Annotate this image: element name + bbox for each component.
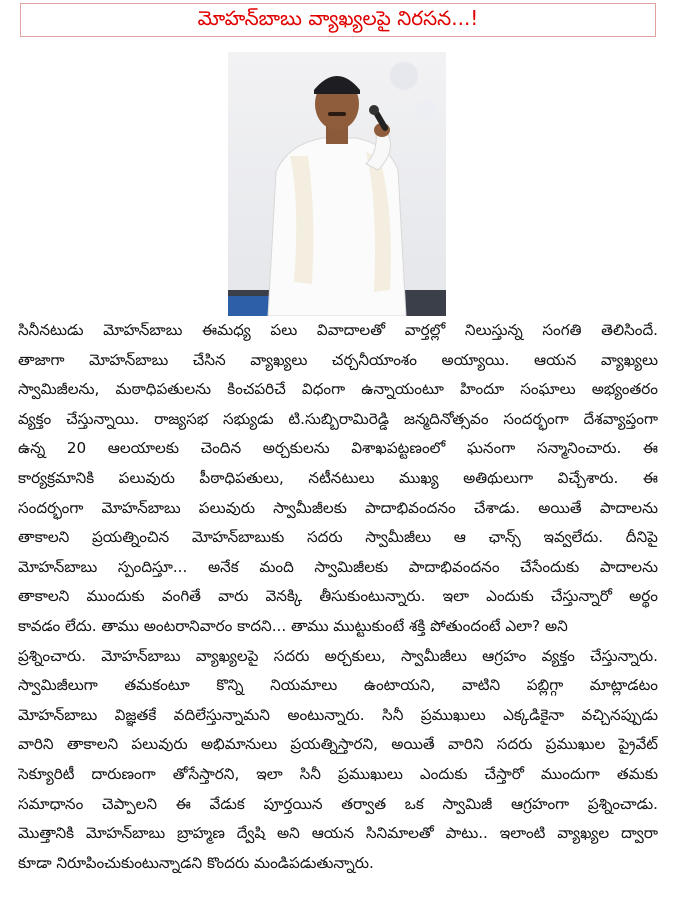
article-body-line: తాజాగా మోహన్‌బాబు చేసిన వ్యాఖ్యలు చర్చనీయాంశం అయ్యాయి. ఆయన వ్యాఖ్యలు: [18, 350, 658, 369]
article-body-line: సమాధానం చెప్పాలని ఈ వేడుక పూర్తయిన తర్వాత ఒక స్వామిజీ ఆగ్రహంగా ప్రశ్నించాడు.: [18, 794, 658, 813]
headline-box: [20, 3, 656, 37]
article-body-line: ఉన్న 20 ఆలయాలకు చెందిన అర్చకులను విశాఖపట్టణంలో ఘనంగా సన్మానించారు. ఈ: [18, 439, 658, 458]
article-body-line: మోహన్‌బాబు స్పందిస్తూ... అనేక మంది స్వామిజీలకు పాదాభివందనం చేసేందుకు పాదాలను: [18, 557, 658, 576]
article-body-line: సందర్భంగా మోహన్‌బాబు పలువురు స్వామీజీలకు పాదాభివందనం చేశాడు. అయితే పాదాలను: [18, 498, 658, 517]
article-body-line: వ్యక్తం చేస్తున్నాయి. రాజ్యసభ సభ్యుడు టి.సుబ్బిరామిరెడ్డి జన్మదినోత్సవం సందర్భంగా దేశవ్యాప్తంగా: [18, 409, 658, 428]
article-body-line: ప్రశ్నించారు. మోహన్‌బాబు వ్యాఖ్యలపై సదరు అర్చకులు, స్వామీజీలు ఆగ్రహం వ్యక్తం చేస్తున్నారు.: [18, 646, 658, 665]
article-body-line: సినీనటుడు మోహన్‌బాబు ఈమధ్య పలు వివాదాలతో వార్తల్లో నిలుస్తున్న సంగతి తెలిసిందే.: [18, 321, 658, 339]
article-body-line: మొత్తానికి మోహన్‌బాబు బ్రాహ్మణ ద్వేషి అని ఆయన సినిమాలతో పాటు.. ఇలాంటి వ్యాఖ్యల ద్వారా: [18, 824, 658, 843]
article-body-line: మోహన్‌బాబు విజ్ఞతకే వదిలేస్తున్నామని అంటున్నారు. సినీ ప్రముఖులు ఎక్కడికైనా వచ్చినప్పుడు: [18, 705, 658, 724]
article-body-line: కూడా నిరూపించుకుంటున్నాడని కొందరు మండిపడుతున్నారు.: [18, 853, 374, 872]
article-headline: మోహన్‌బాబు వ్యాఖ్యలపై నిరసన...!: [197, 5, 479, 30]
article-photo: [228, 52, 446, 316]
person-with-microphone-photo: [228, 52, 446, 316]
article-body-line: తాకాలని ముందుకు వంగితే వారు వెనక్కి తీసుకుంటున్నారు. ఇలా ఎందుకు చేస్తున్నారో అర్థం: [18, 587, 658, 606]
article-body: [18, 316, 658, 878]
article-body-line: కావడం లేదు. తాము అంటరానివారం కాదని... తాము ముట్టుకుంటే శక్తి పోతుందంటే ఎలా? అని: [18, 616, 568, 635]
article-body-line: సెక్యూరిటీ దారుణంగా తోసేస్తారని, ఇలా సినీ ప్రముఖులు ఎందుకు చేస్తారో ముందుగా తమకు: [18, 764, 658, 783]
article-body-line: కార్యక్రమానికి పలువురు పీఠాధిపతులు, నటీనటులు ముఖ్య అతిథులుగా విచ్చేశారు. ఈ: [18, 468, 658, 487]
article-body-line: స్వామిజీలను, మఠాధిపతులను కించపరిచే విధంగా ఉన్నాయంటూ హిందూ సంఘాలు అభ్యంతరం: [18, 380, 658, 399]
article-body-line: తాకాలని ప్రయత్నించిన మోహన్‌బాబుకు సదరు స్వామీజీలు ఆ ఛాన్స్ ఇవ్వలేదు. దీనిపై: [18, 528, 658, 547]
article-body-line: వారిని తాకాలని పలువురు అభిమానులు ప్రయత్నిస్తారని, అయితే వారిని సదరు ప్రముఖుల ప్రైవేట్: [18, 735, 658, 754]
article-body-line: స్వామిజీలుగా తమకంటూ కొన్ని నియమాలు ఉంటాయని, వాటిని పబ్లిగ్గా మాట్లాడటం: [18, 676, 658, 695]
